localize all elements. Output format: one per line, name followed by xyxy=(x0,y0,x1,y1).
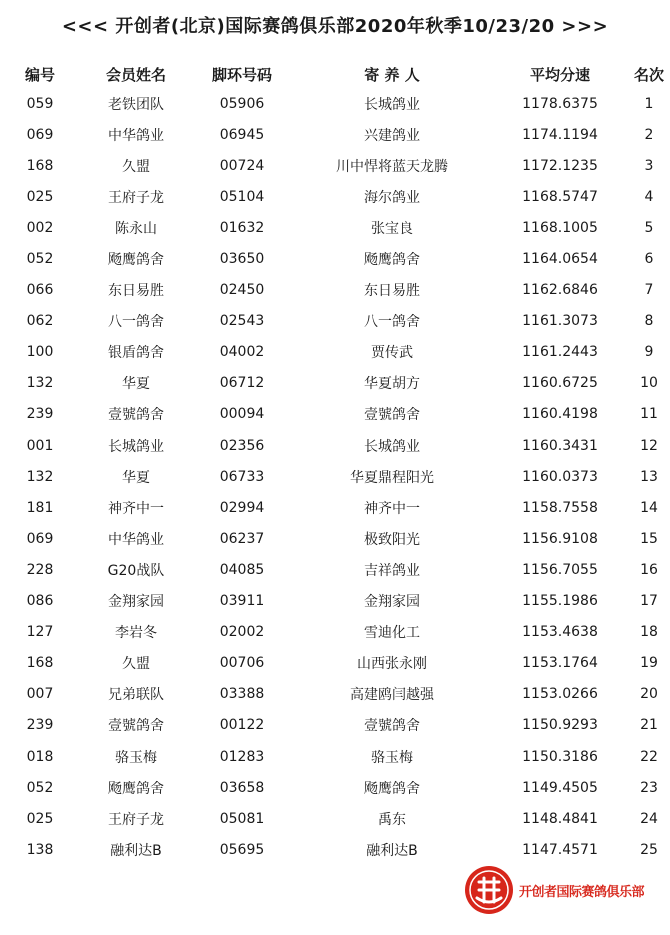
cell-rank: 2 xyxy=(644,126,654,143)
cell-speed: 1153.1764 xyxy=(522,655,598,672)
cell-owner: 神齐中一 xyxy=(364,500,420,517)
cell-id: 239 xyxy=(26,406,54,423)
cell-owner: 贾传武 xyxy=(371,345,413,362)
table-row xyxy=(0,399,670,430)
cell-rank: 1 xyxy=(644,95,654,112)
cell-id: 168 xyxy=(26,655,54,672)
cell-owner: 高建鸥闫越强 xyxy=(350,687,434,704)
cell-rank: 17 xyxy=(640,593,658,610)
club-seal-icon xyxy=(463,864,515,916)
table-row xyxy=(0,88,670,119)
cell-member: 华夏 xyxy=(122,376,150,393)
cell-owner: 川中悍将蓝天龙腾 xyxy=(336,158,448,175)
table-row xyxy=(0,150,670,181)
table-row xyxy=(0,181,670,212)
cell-member: 王府子龙 xyxy=(108,811,164,828)
cell-speed: 1160.0373 xyxy=(522,468,598,485)
cell-id: 127 xyxy=(26,624,54,641)
cell-member: 金翔家园 xyxy=(108,594,164,611)
cell-rank: 13 xyxy=(640,468,658,485)
cell-rank: 12 xyxy=(640,437,658,454)
cell-member: 李岩冬 xyxy=(115,625,157,642)
cell-ring: 02002 xyxy=(219,624,265,641)
cell-member: 银盾鸽舍 xyxy=(108,345,164,362)
cell-id: 132 xyxy=(26,468,54,485)
cell-id: 025 xyxy=(26,810,54,827)
cell-owner: 海尔鸽业 xyxy=(364,189,420,206)
cell-id: 062 xyxy=(26,313,54,330)
table-row xyxy=(0,710,670,741)
table-row xyxy=(0,617,670,648)
header-rank: 名次 xyxy=(633,65,664,84)
table-row xyxy=(0,212,670,243)
cell-rank: 18 xyxy=(640,624,658,641)
cell-member: 长城鸽业 xyxy=(108,438,164,455)
cell-owner: 张宝良 xyxy=(371,220,413,237)
cell-member: 飏鹰鸽舍 xyxy=(108,780,164,797)
table-row xyxy=(0,648,670,679)
cell-rank: 16 xyxy=(640,561,658,578)
cell-ring: 03388 xyxy=(219,686,265,703)
cell-rank: 9 xyxy=(644,344,654,361)
cell-id: 018 xyxy=(26,748,54,765)
table-row xyxy=(0,275,670,306)
cell-speed: 1150.9293 xyxy=(522,717,598,734)
cell-id: 052 xyxy=(26,251,54,268)
cell-id: 002 xyxy=(26,219,54,236)
table-row xyxy=(0,492,670,523)
table-row xyxy=(0,554,670,585)
cell-speed: 1150.3186 xyxy=(522,748,598,765)
cell-ring: 02450 xyxy=(219,282,265,299)
cell-member: 东日易胜 xyxy=(108,283,164,300)
cell-rank: 24 xyxy=(640,810,658,827)
cell-speed: 1156.9108 xyxy=(522,530,598,547)
cell-ring: 05906 xyxy=(219,95,265,112)
cell-rank: 23 xyxy=(640,779,658,796)
table-row xyxy=(0,243,670,274)
cell-rank: 5 xyxy=(644,219,654,236)
cell-owner: 壹號鸽舍 xyxy=(364,718,420,735)
cell-id: 069 xyxy=(26,126,54,143)
cell-speed: 1153.4638 xyxy=(522,624,598,641)
cell-rank: 4 xyxy=(644,188,654,205)
cell-owner: 禹东 xyxy=(378,811,406,828)
header-owner: 寄 养 人 xyxy=(364,65,420,84)
cell-ring: 06712 xyxy=(219,375,265,392)
cell-owner: 东日易胜 xyxy=(364,283,420,300)
cell-speed: 1172.1235 xyxy=(522,157,598,174)
cell-ring: 03911 xyxy=(219,593,265,610)
cell-owner: 吉祥鸽业 xyxy=(364,562,420,579)
cell-rank: 3 xyxy=(644,157,654,174)
cell-rank: 6 xyxy=(644,251,654,268)
cell-owner: 壹號鸽舍 xyxy=(364,407,420,424)
cell-id: 239 xyxy=(26,717,54,734)
cell-id: 052 xyxy=(26,779,54,796)
logo-text: 开创者国际赛鸽俱乐部 xyxy=(519,884,645,900)
table-row xyxy=(0,586,670,617)
cell-rank: 7 xyxy=(644,282,654,299)
cell-owner: 长城鸽业 xyxy=(364,96,420,113)
cell-id: 228 xyxy=(26,561,54,578)
table-row xyxy=(0,772,670,803)
cell-member: 陈永山 xyxy=(115,220,157,237)
cell-ring: 04085 xyxy=(219,561,265,578)
cell-id: 007 xyxy=(26,686,54,703)
cell-id: 168 xyxy=(26,157,54,174)
cell-owner: 雪迪化工 xyxy=(364,625,420,642)
cell-ring: 00094 xyxy=(219,406,265,423)
table-row xyxy=(0,803,670,834)
cell-rank: 14 xyxy=(640,499,658,516)
cell-rank: 11 xyxy=(640,406,658,423)
cell-speed: 1178.6375 xyxy=(522,95,598,112)
header-speed: 平均分速 xyxy=(529,65,590,84)
table-row xyxy=(0,119,670,150)
cell-ring: 02356 xyxy=(219,437,265,454)
cell-member: 神齐中一 xyxy=(108,500,164,517)
cell-speed: 1160.4198 xyxy=(522,406,598,423)
table-row xyxy=(0,337,670,368)
cell-rank: 8 xyxy=(644,313,654,330)
cell-ring: 02994 xyxy=(219,499,265,516)
cell-id: 100 xyxy=(26,344,54,361)
cell-owner: 长城鸽业 xyxy=(364,438,420,455)
cell-speed: 1158.7558 xyxy=(522,499,598,516)
cell-member: 融利达B xyxy=(110,842,162,859)
cell-ring: 04002 xyxy=(219,344,265,361)
cell-speed: 1153.0266 xyxy=(522,686,598,703)
cell-member: 久盟 xyxy=(122,656,150,673)
cell-member: 中华鸽业 xyxy=(108,531,164,548)
cell-speed: 1168.5747 xyxy=(522,188,598,205)
cell-owner: 飏鹰鸽舍 xyxy=(364,780,420,797)
cell-id: 138 xyxy=(26,841,54,858)
cell-member: 老铁团队 xyxy=(108,96,164,113)
table-row xyxy=(0,679,670,710)
cell-ring: 00122 xyxy=(219,717,265,734)
table-row xyxy=(0,306,670,337)
cell-rank: 10 xyxy=(640,375,658,392)
cell-rank: 21 xyxy=(640,717,658,734)
cell-member: 骆玉梅 xyxy=(115,749,157,766)
cell-id: 059 xyxy=(26,95,54,112)
cell-ring: 05104 xyxy=(219,188,265,205)
cell-ring: 05081 xyxy=(219,810,265,827)
cell-owner: 金翔家园 xyxy=(364,594,420,611)
cell-member: 壹號鸽舍 xyxy=(108,718,164,735)
page-title: <<< 开创者(北京)国际赛鸽俱乐部2020年秋季10/23/20 >>> xyxy=(61,16,609,37)
cell-speed: 1156.7055 xyxy=(522,561,598,578)
table-row xyxy=(0,523,670,554)
cell-speed: 1149.4505 xyxy=(522,779,598,796)
cell-id: 001 xyxy=(26,437,54,454)
cell-owner: 山西张永刚 xyxy=(357,656,427,673)
table-row xyxy=(0,741,670,772)
cell-speed: 1160.3431 xyxy=(522,437,598,454)
cell-id: 066 xyxy=(26,282,54,299)
table-row xyxy=(0,461,670,492)
cell-member: 兄弟联队 xyxy=(108,687,164,704)
cell-speed: 1147.4571 xyxy=(522,841,598,858)
cell-owner: 兴建鸽业 xyxy=(364,127,420,144)
cell-speed: 1174.1194 xyxy=(522,126,598,143)
cell-member: 八一鸽舍 xyxy=(108,314,164,331)
cell-speed: 1161.2443 xyxy=(522,344,598,361)
cell-speed: 1162.6846 xyxy=(522,282,598,299)
cell-ring: 06945 xyxy=(219,126,265,143)
cell-ring: 03650 xyxy=(219,251,265,268)
cell-member: 飏鹰鸽舍 xyxy=(108,252,164,269)
cell-owner: 骆玉梅 xyxy=(371,749,413,766)
cell-id: 181 xyxy=(26,499,54,516)
cell-owner: 八一鸽舍 xyxy=(364,314,420,331)
cell-id: 132 xyxy=(26,375,54,392)
cell-ring: 06733 xyxy=(219,468,265,485)
cell-member: G20战队 xyxy=(107,562,165,579)
header-member: 会员姓名 xyxy=(105,65,166,84)
cell-owner: 华夏胡方 xyxy=(364,376,420,393)
cell-speed: 1164.0654 xyxy=(522,251,598,268)
cell-speed: 1161.3073 xyxy=(522,313,598,330)
table-body xyxy=(0,88,670,865)
cell-rank: 22 xyxy=(640,748,658,765)
cell-speed: 1148.4841 xyxy=(522,810,598,827)
header-ring: 脚环号码 xyxy=(211,65,272,84)
cell-member: 王府子龙 xyxy=(108,189,164,206)
cell-ring: 05695 xyxy=(219,841,265,858)
cell-id: 086 xyxy=(26,593,54,610)
cell-speed: 1160.6725 xyxy=(522,375,598,392)
cell-owner: 融利达B xyxy=(366,842,418,859)
cell-owner: 华夏鼎程阳光 xyxy=(350,469,434,486)
cell-member: 壹號鸽舍 xyxy=(108,407,164,424)
club-logo xyxy=(463,860,663,920)
cell-id: 069 xyxy=(26,530,54,547)
table-row xyxy=(0,430,670,461)
cell-member: 久盟 xyxy=(122,158,150,175)
results-table xyxy=(0,60,670,865)
cell-ring: 06237 xyxy=(219,530,265,547)
table-header xyxy=(0,60,670,88)
cell-rank: 19 xyxy=(640,655,658,672)
cell-ring: 02543 xyxy=(219,313,265,330)
cell-ring: 00724 xyxy=(219,157,265,174)
cell-speed: 1168.1005 xyxy=(522,219,598,236)
cell-ring: 01283 xyxy=(219,748,265,765)
cell-ring: 01632 xyxy=(219,219,265,236)
header-id: 编号 xyxy=(24,65,55,84)
cell-ring: 00706 xyxy=(219,655,265,672)
cell-speed: 1155.1986 xyxy=(522,593,598,610)
cell-owner: 极致阳光 xyxy=(364,531,420,548)
table-row xyxy=(0,368,670,399)
cell-rank: 20 xyxy=(640,686,658,703)
cell-member: 中华鸽业 xyxy=(108,127,164,144)
cell-id: 025 xyxy=(26,188,54,205)
cell-owner: 飏鹰鸽舍 xyxy=(364,252,420,269)
cell-ring: 03658 xyxy=(219,779,265,796)
cell-member: 华夏 xyxy=(122,469,150,486)
cell-rank: 25 xyxy=(640,841,658,858)
cell-rank: 15 xyxy=(640,530,658,547)
